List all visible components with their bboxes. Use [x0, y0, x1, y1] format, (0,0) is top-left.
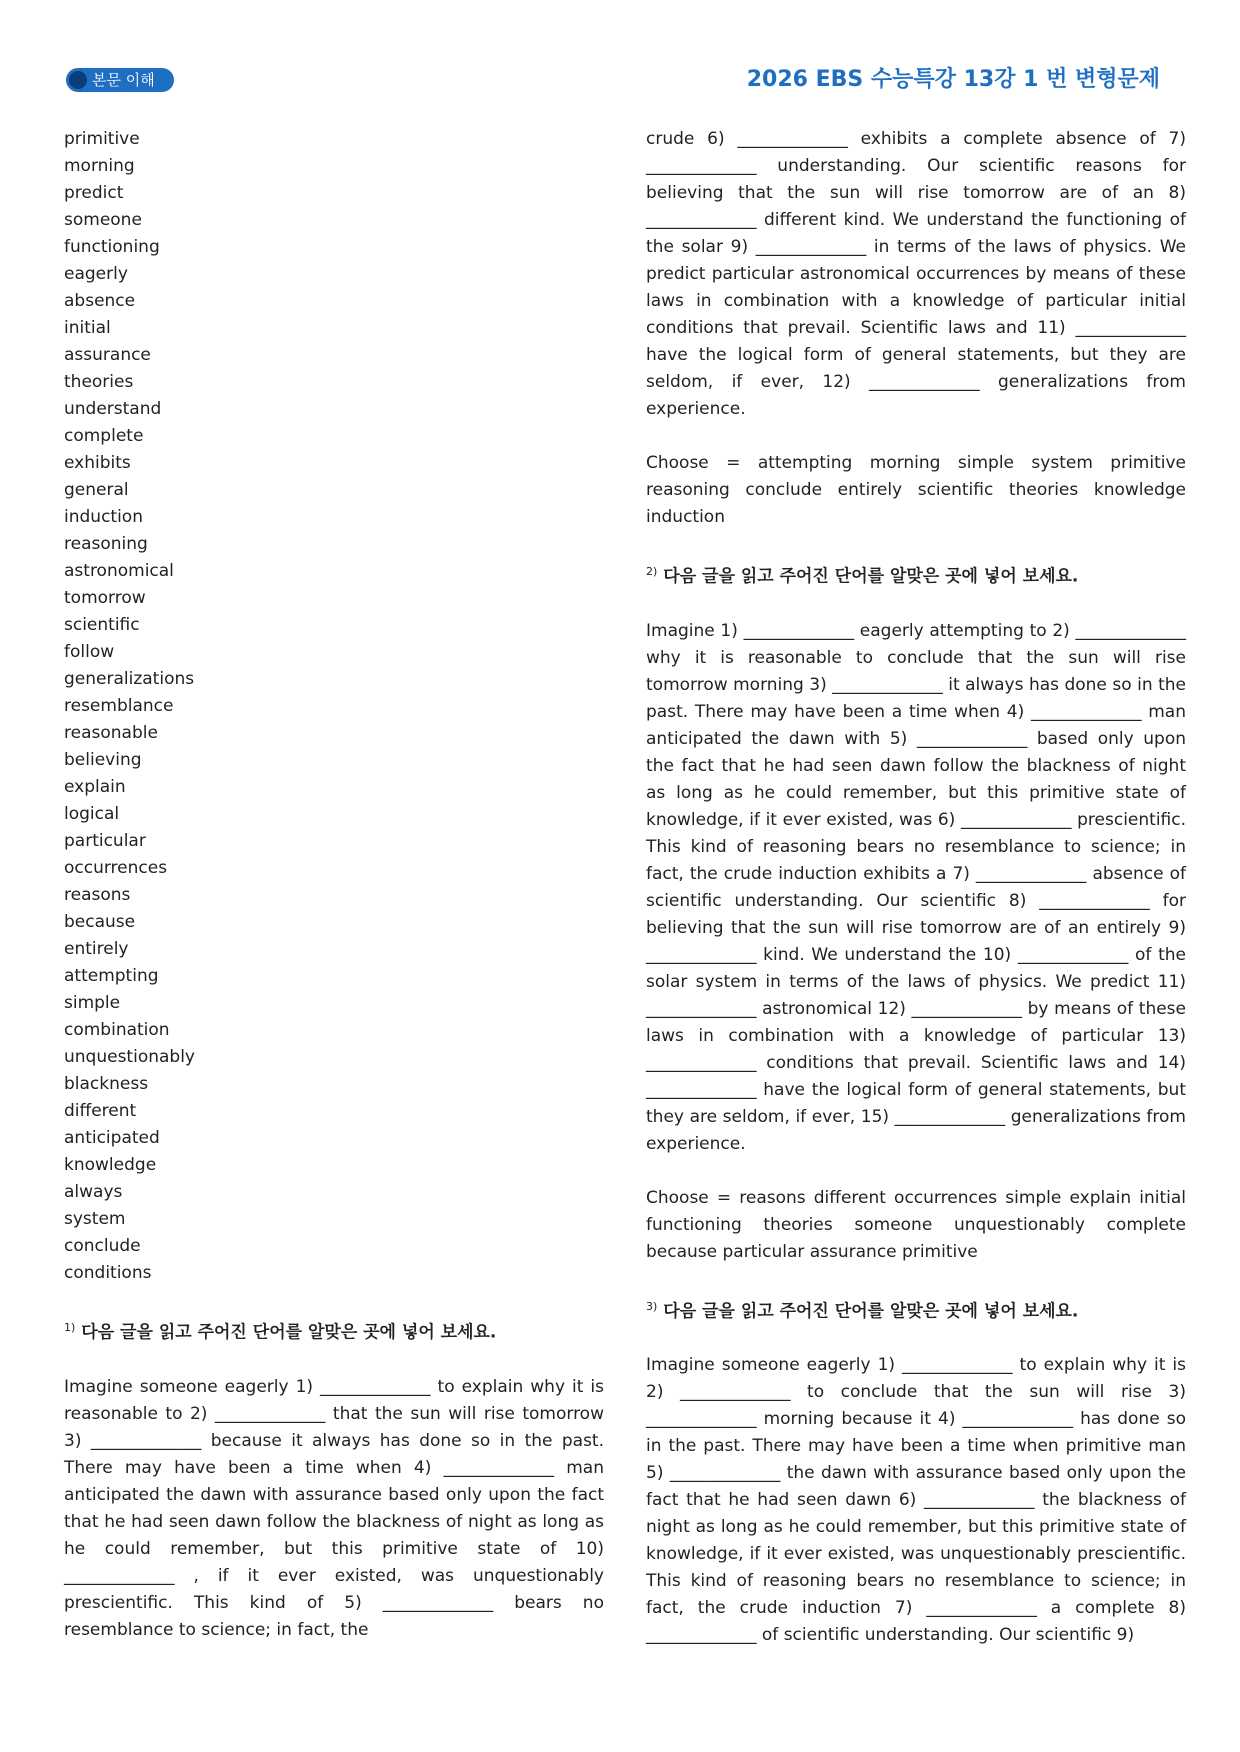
word-list-item: complete — [64, 426, 144, 446]
word-list-item: because — [64, 912, 136, 932]
word-list-item: resemblance — [64, 696, 174, 716]
word-list-item: absence — [64, 291, 136, 311]
question-2-number: 2) — [646, 565, 658, 578]
question-1-title — [64, 1314, 604, 1347]
word-list-item: predict — [64, 183, 124, 203]
word-list-item: conclude — [64, 1236, 141, 1256]
question-1-choices: Choose = attempting morning simple system primitive reasoning conclude entirely scientific theories knowledge induction — [646, 453, 1186, 527]
word-list-item: initial — [64, 318, 111, 338]
question-2-title-text: 다음 글을 읽고 주어진 단어를 알맞은 곳에 넣어 보세요. — [663, 566, 1079, 587]
word-list-item: astronomical — [64, 561, 174, 581]
word-list-item: primitive — [64, 129, 140, 149]
left-column — [64, 126, 604, 1644]
word-list-item: entirely — [64, 939, 129, 959]
word-list-item: particular — [64, 831, 146, 851]
word-list-item: logical — [64, 804, 120, 824]
word-list-item: general — [64, 480, 129, 500]
word-list-item: simple — [64, 993, 121, 1013]
question-2-choices: Choose = reasons different occurrences simple explain initial functioning theories someone unquestionably complete because particular assurance primitive — [646, 1187, 1186, 1262]
word-list-item: blackness — [64, 1074, 149, 1094]
badge-label: 본문 이해 — [92, 71, 155, 89]
word-list — [64, 126, 604, 1287]
word-list-item: exhibits — [64, 453, 131, 473]
word-list-item: combination — [64, 1020, 170, 1040]
word-list-item: always — [64, 1182, 123, 1202]
question-1-passage-part-2: crude 6) _____________ exhibits a complete absence of 7) _____________ understanding. Our scientific reasons for believing that the sun will rise tomorrow are of an 8) _____________ different kind. We understand the functioning of the solar 9) _____________ in terms of the laws of physics. We predict particular astronomical occurrences by means of these laws in combination with a knowledge of particular initial conditions that prevail. Scientific laws and 11) _____________ have the logical form of general statements, but they are seldom, if ever, 12) _____________ generalizations from experience. — [646, 129, 1186, 419]
question-1-number: 1) — [64, 1321, 76, 1334]
question-2-passage: Imagine 1) _____________ eagerly attempting to 2) _____________ why it is reasonable to conclude that the sun will rise tomorrow morning 3) _____________ it always has done so in the past. There may have been a time when 4) _____________ man anticipated the dawn with 5) _____________ based only upon the fact that he had seen dawn follow the blackness of night as long as he could remember, but this primitive state of knowledge, if it ever existed, was 6) _____________ prescientific. This kind of reasoning bears no resemblance to science; in fact, the crude induction exhibits a 7) _____________ absence of scientific understanding. Our scientific 8) _____________ for believing that the sun will rise tomorrow are of an entirely 9) _____________ kind. We understand the 10) _____________ of the solar system in terms of the laws of physics. We predict 11) _____________ astronomical 12) _____________ by means of these laws in combination with a knowledge of particular 13) _____________ conditions that prevail. Scientific laws and 14) _____________ have the logical form of general statements, but they are seldom, if ever, 15) _____________ generalizations from experience. — [646, 620, 1186, 1154]
question-1-title-text: 다음 글을 읽고 주어진 단어를 알맞은 곳에 넣어 보세요. — [81, 1322, 497, 1343]
word-list-item: scientific — [64, 615, 140, 635]
word-list-item: reasonable — [64, 723, 158, 743]
word-list-item: theories — [64, 372, 134, 392]
word-list-item: induction — [64, 507, 143, 527]
question-3-title-text: 다음 글을 읽고 주어진 단어를 알맞은 곳에 넣어 보세요. — [663, 1301, 1079, 1322]
page-title: 2026 EBS 수능특강 13강 1 번 변형문제 — [746, 67, 1160, 92]
question-1-passage-part-1: Imagine someone eagerly 1) _____________ to explain why it is reasonable to 2) _____________ that the sun will rise tomorrow 3) _____________ because it always has done so in the past. There may have been a time when 4) _____________ man anticipated the dawn with assurance based only upon the fact that he had seen dawn follow the blackness of night as long as he could remember, but this primitive state of 10) _____________ , if it ever existed, was unquestionably prescientific. This kind of 5) _____________ bears no resemblance to science; in fact, the — [64, 1376, 604, 1640]
word-list-item: attempting — [64, 966, 159, 986]
word-list-item: anticipated — [64, 1128, 160, 1148]
word-list-item: different — [64, 1101, 137, 1121]
word-list-item: reasons — [64, 885, 131, 905]
word-list-item: explain — [64, 777, 126, 797]
word-list-item: reasoning — [64, 534, 148, 554]
word-list-item: knowledge — [64, 1155, 157, 1175]
question-3-title — [646, 1293, 1186, 1326]
question-2-title — [646, 558, 1186, 591]
question-3-number: 3) — [646, 1299, 658, 1313]
word-list-item: generalizations — [64, 669, 195, 689]
word-list-item: morning — [64, 156, 135, 176]
word-list-item: tomorrow — [64, 588, 146, 608]
word-list-item: believing — [64, 750, 142, 770]
word-list-item: unquestionably — [64, 1047, 195, 1067]
word-list-item: functioning — [64, 237, 160, 257]
word-list-item: follow — [64, 642, 115, 662]
section-badge — [66, 68, 174, 92]
question-3-passage: Imagine someone eagerly 1) _____________ to explain why it is 2) _____________ to conclude that the sun will rise 3) _____________ morning because it 4) _____________ has done so in the past. There may have been a time when primitive man 5) _____________ the dawn with assurance based only upon the fact that he had seen dawn 6) _____________ the blackness of night as long as he could remember, but this primitive state of knowledge, if it ever existed, was unquestionably prescientific. This kind of reasoning bears no resemblance to science; in fact, the crude induction 7) _____________ a complete 8) _____________ of scientific understanding. Our scientific 9) — [646, 1355, 1186, 1646]
word-list-item: system — [64, 1209, 126, 1229]
word-list-item: conditions — [64, 1263, 152, 1283]
word-list-item: assurance — [64, 345, 151, 365]
right-column — [646, 126, 1186, 1649]
word-list-item: occurrences — [64, 858, 168, 878]
word-list-item: understand — [64, 399, 162, 419]
badge-circle-icon — [69, 71, 87, 89]
word-list-item: eagerly — [64, 264, 128, 284]
word-list-item: someone — [64, 210, 142, 230]
